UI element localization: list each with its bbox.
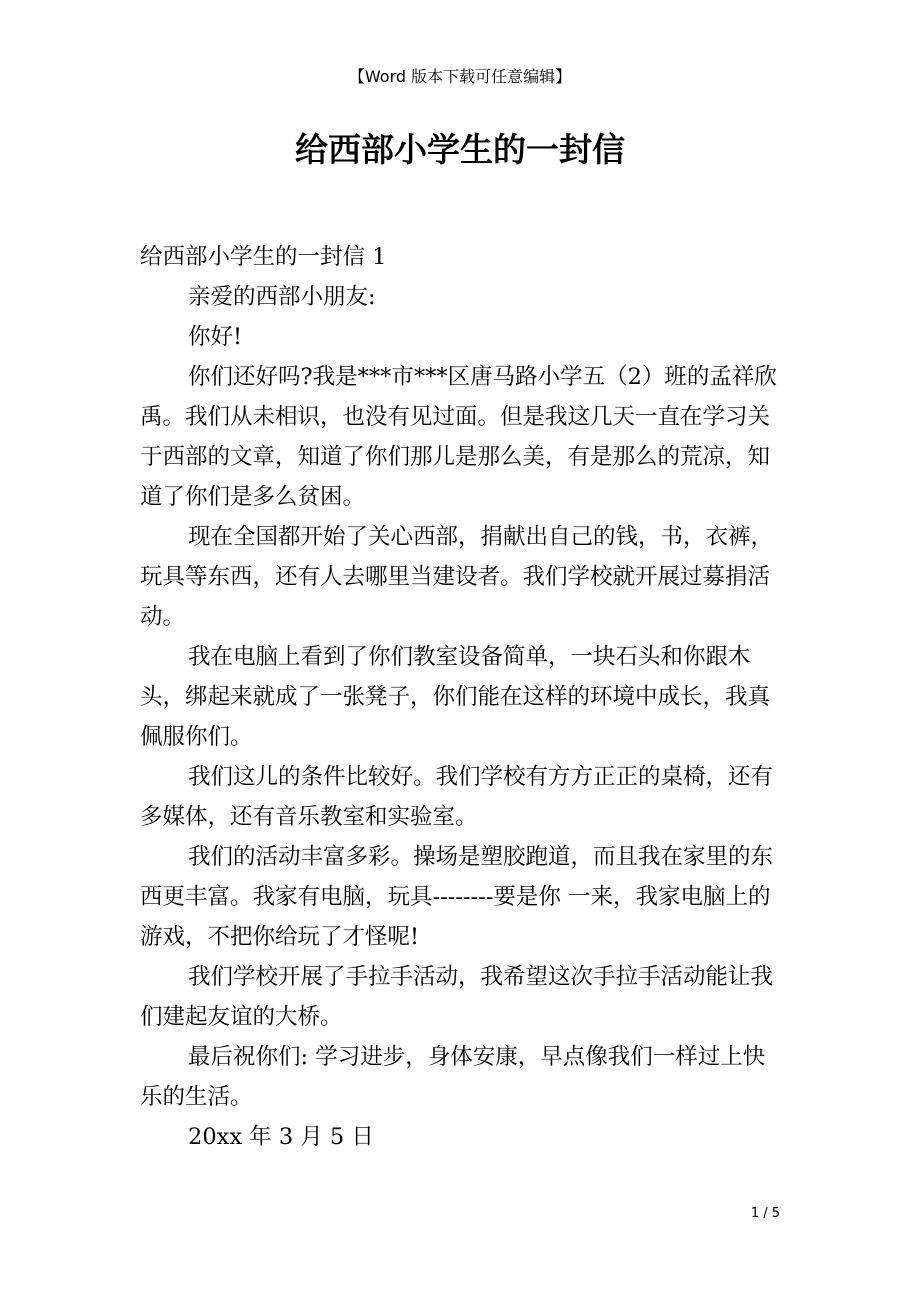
paragraph-hand-in-hand: 我们学校开展了手拉手活动，我希望这次手拉手活动能让我们建起友谊的大桥。 [140,964,774,1030]
section-heading: 给西部小学生的一封信 1 [140,244,387,270]
paragraph-conditions: 我们这儿的条件比较好。我们学校有方方正正的桌椅，还有多媒体，还有音乐教室和实验室。 [140,764,774,830]
letter-date: 20xx 年 3 月 5 日 [188,1124,374,1150]
paragraph-classroom: 我在电脑上看到了你们教室设备简单，一块石头和你跟木头，绑起来就成了一张凳子，你们能在这样的环境中成长，我真佩服你们。 [140,644,771,750]
letter-body [140,237,785,1157]
salutation: 亲爱的西部小朋友: [188,284,376,310]
paragraph-activities: 我们的活动丰富多彩。操场是塑胶跑道，而且我在家里的东西更丰富。我家有电脑，玩具--------要是你 一来，我家电脑上的游戏，不把你给玩了才怪呢! [140,844,774,950]
paragraph-intro: 你们还好吗?我是***市***区唐马路小学五（2）班的孟祥欣禹。我们从未相识，也没有见过面。但是我这几天一直在学习关于西部的文章，知道了你们那儿是那么美，有是那么的荒凉，知道了你们是多么贫困。 [140,364,777,510]
download-note: 【Word 版本下载可任意编辑】 [348,67,572,86]
greeting: 你好! [188,324,243,350]
page-title: 给西部小学生的一封信 [295,130,625,169]
paragraph-donation: 现在全国都开始了关心西部，捐献出自己的钱，书，衣裤，玩具等东西，还有人去哪里当建设者。我们学校就开展过募捐活动。 [140,524,774,630]
paragraph-closing: 最后祝你们: 学习进步，身体安康，早点像我们一样过上快乐的生活。 [140,1044,766,1110]
page-number: 1 / 5 [750,1206,780,1221]
